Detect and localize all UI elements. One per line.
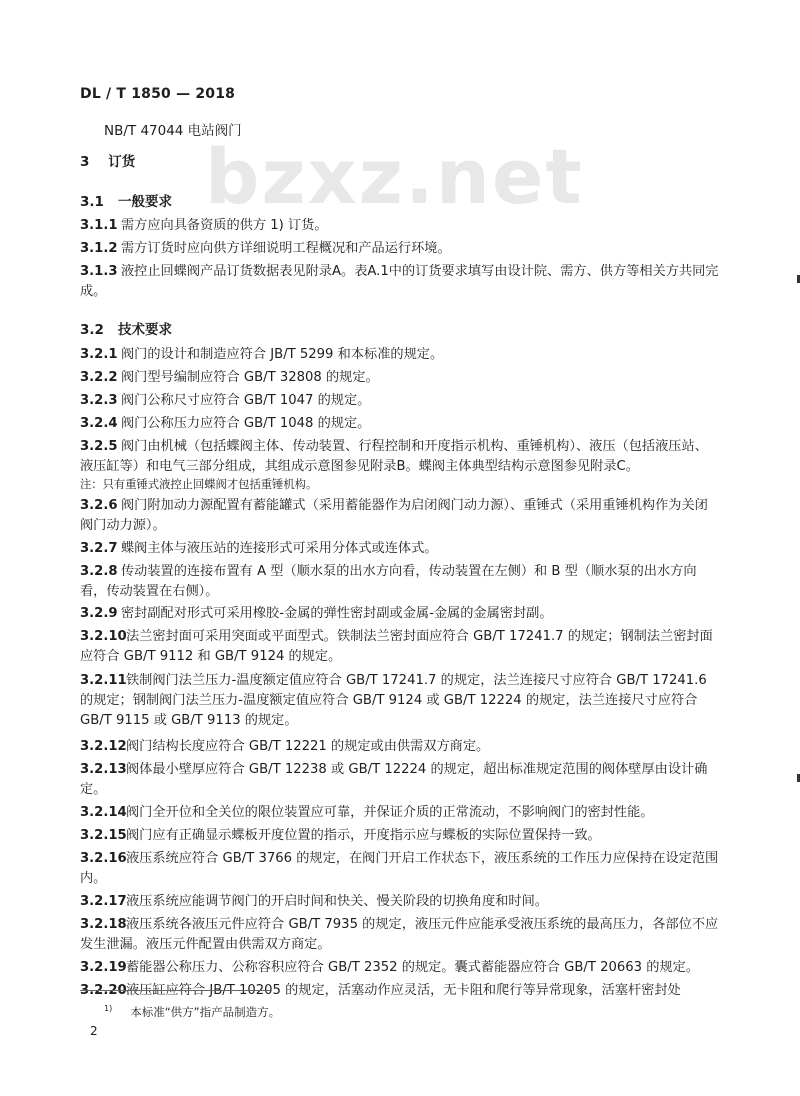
clause-3-2-20	[80, 981, 720, 1001]
clause-3-2-15	[80, 826, 720, 846]
clause-3-2-18	[80, 915, 720, 955]
clause-number: 3.1.1	[80, 218, 118, 233]
clause-number: 3.1.3	[80, 264, 118, 279]
clause-text: 液压系统应能调节阀门的开启时间和快关、慢关阶段的切换角度和时间。	[126, 894, 548, 909]
clause-number: 3.2.6	[80, 498, 118, 513]
clause-text: 阀门型号编制应符合 GB/T 32808 的规定。	[121, 370, 379, 385]
clause-text: 阀门全开位和全关位的限位装置应可靠，并保证介质的正常流动，不影响阀门的密封性能。	[126, 805, 654, 820]
clause-number: 3.2.13	[80, 762, 127, 777]
clause-number: 3.2.4	[80, 416, 118, 431]
clause-number: 3.2.18	[80, 917, 127, 932]
clause-number: 3.2.14	[80, 805, 127, 820]
clause-3-2-17	[80, 892, 720, 912]
section-title: 订货	[108, 154, 136, 170]
clause-number: 3.2.10	[80, 629, 127, 644]
clause-3-2-2	[80, 368, 720, 388]
clause-3-2-5	[80, 437, 720, 477]
clause-number: 3.2.15	[80, 828, 127, 843]
clause-text: 液压系统各液压元件应符合 GB/T 7935 的规定，液压元件应能承受液压系统的最高压力，各部位不应发生泄漏。液压元件配置由供需双方商定。	[80, 917, 719, 952]
clause-3-2-16	[80, 849, 720, 889]
clause-3-1-1	[80, 216, 720, 236]
clause-text: 密封副配对形式可采用橡胶-金属的弹性密封副或金属-金属的金属密封副。	[121, 606, 553, 621]
clause-number: 3.2.16	[80, 851, 127, 866]
clause-3-1-3	[80, 262, 720, 302]
clause-number: 3.2.2	[80, 370, 118, 385]
footnote-text: 本标准“供方”指产品制造方。	[130, 1005, 281, 1019]
clause-text: 阀门的设计和制造应符合 JB/T 5299 和本标准的规定。	[121, 347, 444, 362]
standard-number: DL / T 1850 — 2018	[80, 86, 236, 102]
clause-3-2-4	[80, 414, 720, 434]
clause-text: 需方应向具备资质的供方 1) 订货。	[121, 218, 328, 233]
watermark: bzxz.net	[205, 132, 584, 221]
clause-3-2-8	[80, 562, 720, 602]
clause-text: 传动装置的连接布置有 A 型（顺水泵的出水方向看，传动装置在左侧）和 B 型（顺水泵的出水方向看，传动装置在右侧）。	[80, 564, 697, 599]
clause-number: 3.2.7	[80, 541, 118, 556]
clause-text: 阀门公称压力应符合 GB/T 1048 的规定。	[121, 416, 371, 431]
clause-text: 液控止回蝶阀产品订货数据表见附录A。表A.1中的订货要求填写由设计院、需方、供方等相关方共同完成。	[80, 264, 719, 299]
clause-text: 蓄能器公称压力、公称容积应符合 GB/T 2352 的规定。囊式蓄能器应符合 GB/T 20663 的规定。	[126, 960, 700, 975]
clause-number: 3.2.5	[80, 439, 118, 454]
clause-3-2-13	[80, 760, 720, 800]
note: 注：只有重锤式液控止回蝶阀才包括重锤机构。	[80, 478, 318, 491]
clause-3-2-11	[80, 671, 720, 731]
clause-3-2-12	[80, 737, 720, 757]
clause-text: 法兰密封面可采用突面或平面型式。铁制法兰密封面应符合 GB/T 17241.7 的规定；钢制法兰密封面应符合 GB/T 9112 和 GB/T 9124 的规定。	[80, 629, 713, 664]
normative-reference-line: NB/T 47044 电站阀门	[104, 123, 242, 139]
section-3-1-heading	[80, 190, 172, 210]
clause-text: 蝶阀主体与液压站的连接形式可采用分体式或连体式。	[121, 541, 438, 556]
clause-text: 阀门应有正确显示蝶板开度位置的指示，开度指示应与蝶板的实际位置保持一致。	[126, 828, 601, 843]
clause-text: 阀体最小壁厚应符合 GB/T 12238 或 GB/T 12224 的规定，超出标准规定范围的阀体壁厚由设计确定。	[80, 762, 708, 797]
clause-3-2-14	[80, 803, 720, 823]
section-3-2-heading	[80, 318, 172, 338]
section-title: 一般要求	[118, 194, 173, 210]
clause-text: 液压系统应符合 GB/T 3766 的规定，在阀门开启工作状态下，液压系统的工作压力应保持在设定范围内。	[80, 851, 719, 886]
clause-number: 3.2.19	[80, 960, 127, 975]
clause-number: 3.2.3	[80, 393, 118, 408]
clause-number: 3.2.1	[80, 347, 118, 362]
clause-text: 铁制阀门法兰压力-温度额定值应符合 GB/T 17241.7 的规定，法兰连接尺寸应符合 GB/T 17241.6 的规定；钢制阀门法兰压力-温度额定值应符合 GB/T 9124 或 GB/T 12224 的规定，法兰连接尺寸应符合 GB/T 9115 或 GB/T 9113 的规定。	[80, 673, 707, 728]
clause-text: 液压缸应符合 JB/T 10205 的规定，活塞动作应灵活，无卡阻和爬行等异常现象，活塞杆密封处	[126, 983, 681, 998]
section-number: 3	[80, 154, 90, 170]
clause-number: 3.2.12	[80, 739, 127, 754]
clause-3-2-19	[80, 958, 720, 978]
section-title: 技术要求	[118, 322, 173, 338]
clause-text: 阀门由机械（包括蝶阀主体、传动装置、行程控制和开度指示机构、重锤机构）、液压（包括液压站、液压缸等）和电气三部分组成，其组成示意图参见附录B。蝶阀主体典型结构示意图参见附录C。	[80, 439, 708, 474]
section-number: 3.2	[80, 322, 104, 338]
clause-3-2-3	[80, 391, 720, 411]
footnote	[104, 1004, 280, 1020]
page-number: 2	[90, 1024, 98, 1038]
clause-3-2-10	[80, 627, 720, 667]
clause-3-1-2	[80, 239, 720, 259]
clause-number: 3.1.2	[80, 241, 118, 256]
section-number: 3.1	[80, 194, 104, 210]
clause-3-2-1	[80, 345, 720, 365]
clause-number: 3.2.20	[80, 983, 127, 998]
footnote-mark: 1)	[104, 1004, 113, 1014]
clause-3-2-9	[80, 604, 720, 624]
clause-number: 3.2.8	[80, 564, 118, 579]
clause-number: 3.2.17	[80, 894, 127, 909]
clause-text: 阀门结构长度应符合 GB/T 12221 的规定或由供需双方商定。	[126, 739, 490, 754]
clause-3-2-7	[80, 539, 720, 559]
clause-number: 3.2.9	[80, 606, 118, 621]
clause-text: 需方订货时应向供方详细说明工程概况和产品运行环境。	[121, 241, 451, 256]
section-3-heading	[80, 150, 135, 170]
clause-number: 3.2.11	[80, 673, 127, 688]
clause-text: 阀门公称尺寸应符合 GB/T 1047 的规定。	[121, 393, 371, 408]
clause-text: 阀门附加动力源配置有蓄能罐式（采用蓄能器作为启闭阀门动力源）、重锤式（采用重锤机构作为关闭阀门动力源）。	[80, 498, 708, 533]
footnote-divider	[80, 990, 270, 991]
clause-3-2-6	[80, 496, 720, 536]
